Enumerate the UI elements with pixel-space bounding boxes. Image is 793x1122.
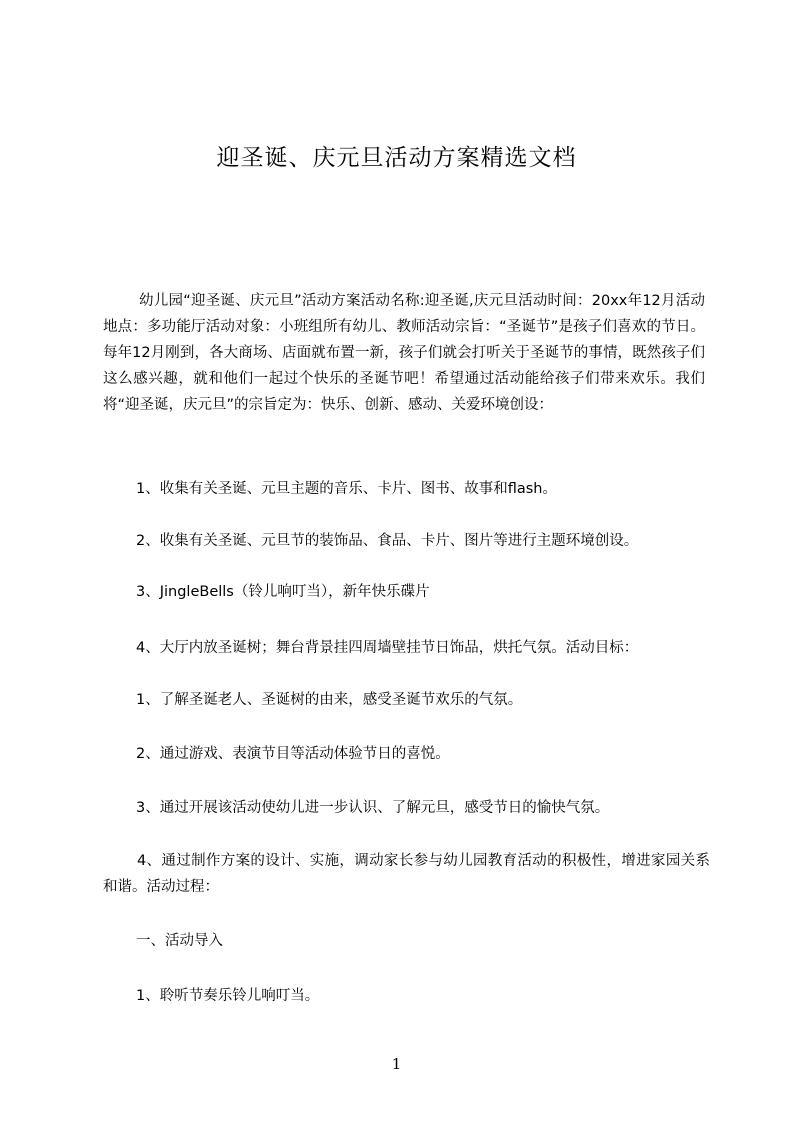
- list-item: 1、收集有关圣诞、元旦主题的音乐、卡片、图书、故事和flash。: [136, 481, 557, 497]
- list-item: 1、了解圣诞老人、圣诞树的由来，感受圣诞节欢乐的气氛。: [136, 692, 523, 708]
- section-heading: 一、活动导入: [136, 933, 223, 949]
- list-item: 3、JingleBells（铃儿响叮当），新年快乐碟片: [136, 584, 430, 600]
- list-item: 4、大厅内放圣诞树；舞台背景挂四周墙壁挂节日饰品，烘托气氛。活动目标：: [136, 640, 639, 656]
- list-item: 2、通过游戏、表演节目等活动体验节日的喜悦。: [136, 746, 450, 762]
- list-item: 1、聆听节奏乐铃儿响叮当。: [136, 988, 320, 1004]
- page-number: 1: [391, 1055, 402, 1073]
- intro-paragraph: 幼儿园“迎圣诞、庆元旦”活动方案活动名称:迎圣诞,庆元旦活动时间：20xx年12月活动地点：多功能厅活动对象：小班组所有幼儿、教师活动宗旨：“圣诞节”是孩子们喜欢的节日。每年12月刚到，各大商场、店面就布置一新，孩子们就会打听关于圣诞节的事情，既然孩子们这么感兴趣，就和他们一起过个快乐的圣诞节吧！希望通过活动能给孩子们带来欢乐。我们将“迎圣诞，庆元旦”的宗旨定为：快乐、创新、感动、关爱环境创设：: [103, 293, 705, 413]
- list-item: 2、收集有关圣诞、元旦节的装饰品、食品、卡片、图片等进行主题环境创设。: [136, 533, 639, 549]
- list-item: 3、通过开展该活动使幼儿进一步认识、了解元旦，感受节日的愉快气氛。: [136, 800, 610, 816]
- document-title: 迎圣诞、庆元旦活动方案精选文档: [216, 145, 577, 171]
- goal-paragraph: 4、通过制作方案的设计、实施，调动家长参与幼儿园教育活动的积极性，增进家园关系和谐。活动过程：: [103, 853, 710, 895]
